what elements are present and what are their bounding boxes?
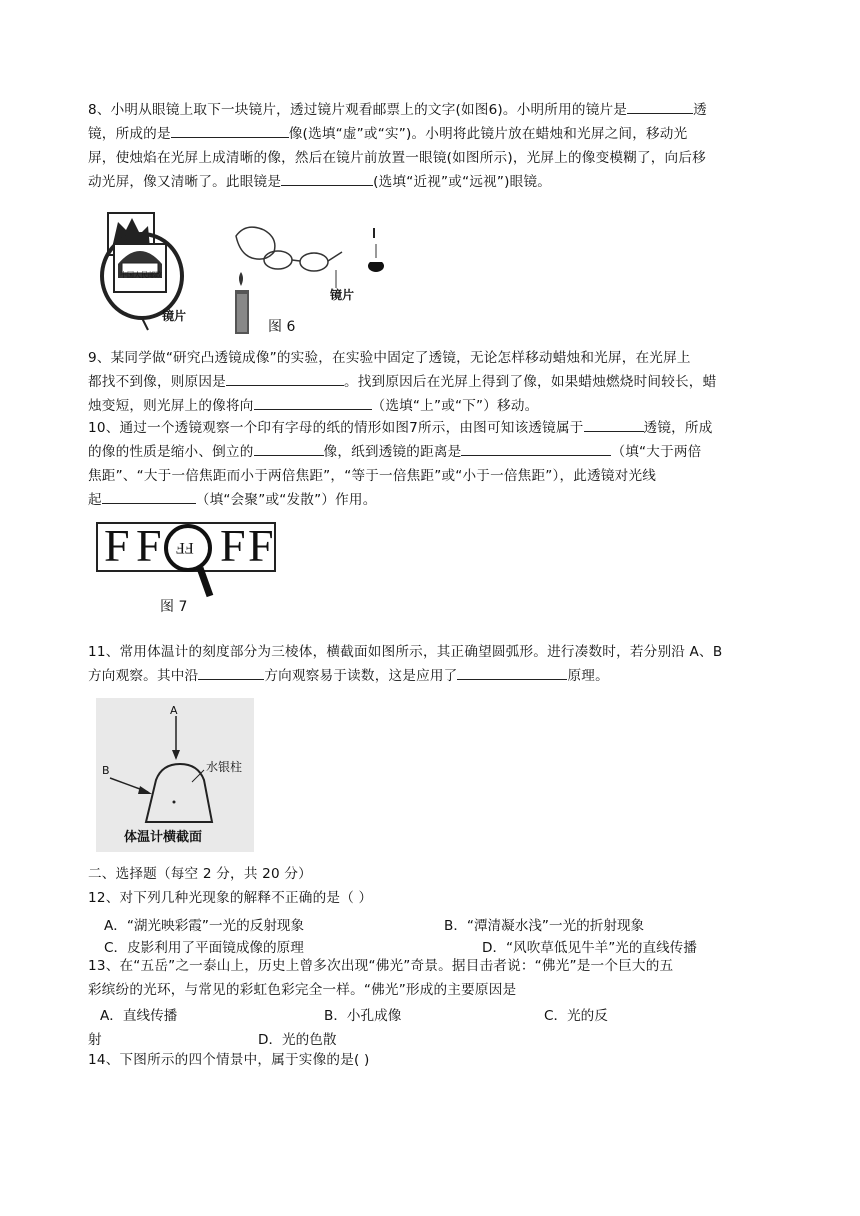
q12-option-a[interactable]: A．“湖光映彩霞”一光的反射现象 (104, 918, 305, 934)
q13-option-c-cont: 射 (88, 1032, 102, 1048)
q9-text: （选填“上”或“下”）移动。 (371, 398, 539, 414)
thermometer-caption: 体温计横截面 (124, 830, 203, 845)
q13-text: 13、在“五岳”之一泰山上，历史上曾多次出现“佛光”奇景。据目击者说：“佛光”是一个巨大的五 (88, 958, 674, 974)
figure-7 (94, 516, 284, 620)
figure-6-caption: 图 6 (268, 319, 296, 335)
question-10 (88, 416, 778, 512)
q13-option-d[interactable]: D．光的色散 (258, 1032, 337, 1048)
answer-blank[interactable] (198, 665, 264, 680)
question-12-stem: 12、对下列几种光现象的解释不正确的是（ ） (88, 890, 373, 906)
label-b: B (102, 764, 110, 777)
q10-text: 的像的性质是缩小、倒立的 (88, 444, 254, 460)
answer-blank[interactable] (171, 123, 289, 138)
question-8 (88, 98, 778, 194)
q8-text: (选填“近视”或“远视”)眼镜。 (373, 174, 552, 190)
q9-text: 烛变短，则光屏上的像将向 (88, 398, 254, 414)
lens-label-left: 镜片 (162, 309, 187, 323)
question-14-stem: 14、下图所示的四个情景中，属于实像的是( ) (88, 1052, 370, 1068)
q9-text: 。找到原因后在光屏上得到了像，如果蜡烛燃烧时间较长，蜡 (343, 374, 717, 390)
answer-blank[interactable] (226, 371, 344, 386)
answer-blank[interactable] (461, 441, 611, 456)
answer-blank[interactable] (281, 171, 373, 186)
letter-f: F (220, 520, 246, 571)
q9-text: 9、某同学做“研究凸透镜成像”的实验，在实验中固定了透镜，无论怎样移动蜡烛和光屏，在光屏上 (88, 350, 691, 366)
q8-text: 镜，所成的是 (88, 126, 171, 142)
letter-f: F (104, 520, 130, 571)
q8-text: 8、小明从眼镜上取下一块镜片，透过镜片观看邮票上的文字(如图6)。小明所用的镜片是 (88, 102, 628, 118)
lens-label-right: 镜片 (330, 288, 355, 302)
q13-option-a[interactable]: A．直线传播 (100, 1008, 178, 1024)
label-a: A (170, 704, 178, 717)
q12-option-c[interactable]: C．皮影利用了平面镜成像的原理 (104, 940, 304, 956)
q10-text: 像，纸到透镜的距离是 (323, 444, 462, 460)
question-9 (88, 346, 778, 418)
q8-text: 像(选填“虚”或“实”)。小明将此镜片放在蜡烛和光屏之间，移动光 (288, 126, 688, 142)
thermometer-figure (96, 698, 254, 852)
stamp-text: 中国人民邮政 (120, 271, 162, 279)
question-13 (88, 954, 778, 1002)
magnifier-icon (94, 516, 284, 620)
section-2-title: 二、选择题（每空 2 分，共 20 分） (88, 866, 312, 882)
figure-7-caption: 图 7 (160, 599, 188, 615)
answer-blank[interactable] (584, 417, 644, 432)
q10-text: 透镜，所成 (643, 420, 713, 436)
q11-text: 11、常用体温计的刻度部分为三棱体，横截面如图所示，其正确望圆弧形。进行凑数时，若分别沿 A、B (88, 644, 723, 660)
q8-text: 屏，使烛焰在光屏上成清晰的像，然后在镜片前放置一眼镜(如图所示)，光屏上的像变模糊了，向后移 (88, 150, 706, 166)
answer-blank[interactable] (254, 395, 372, 410)
q13-option-b[interactable]: B．小孔成像 (324, 1008, 402, 1024)
inverted-letters: FF (176, 539, 194, 556)
answer-blank[interactable] (627, 99, 693, 114)
q10-text: 焦距”、“大于一倍焦距而小于两倍焦距”，“等于一倍焦距”或“小于一倍焦距”），此透镜对光线 (88, 468, 657, 484)
q10-text: 起 (88, 492, 102, 508)
q11-text: 原理。 (567, 668, 609, 684)
q10-text: 10、通过一个透镜观察一个印有字母的纸的情形如图7所示，由图可知该透镜属于 (88, 420, 584, 436)
q13-text: 彩缤纷的光环，与常见的彩虹色彩完全一样。“佛光”形成的主要原因是 (88, 982, 517, 998)
q8-text: 透 (693, 102, 707, 118)
question-11 (88, 640, 778, 688)
q13-option-c[interactable]: C．光的反 (544, 1008, 608, 1024)
mercury-label: 水银柱 (206, 760, 243, 774)
letter-f: F (248, 520, 274, 571)
q11-text: 方向观察易于读数，这是应用了 (264, 668, 458, 684)
q9-text: 都找不到像，则原因是 (88, 374, 226, 390)
answer-blank[interactable] (457, 665, 567, 680)
q8-text: 动光屏，像又清晰了。此眼镜是 (88, 174, 282, 190)
q12-option-b[interactable]: B．“潭清凝水浅”一光的折射现象 (444, 918, 645, 934)
answer-blank[interactable] (254, 441, 324, 456)
letter-f: F (136, 520, 162, 571)
q12-option-d[interactable]: D．“风吹草低见牛羊”光的直线传播 (482, 940, 697, 956)
q11-text: 方向观察。其中沿 (88, 668, 199, 684)
q10-text: （填“大于两倍 (611, 444, 702, 460)
figure-6 (96, 208, 396, 340)
answer-blank[interactable] (102, 489, 196, 504)
q10-text: （填“会聚”或“发散”）作用。 (195, 492, 377, 508)
